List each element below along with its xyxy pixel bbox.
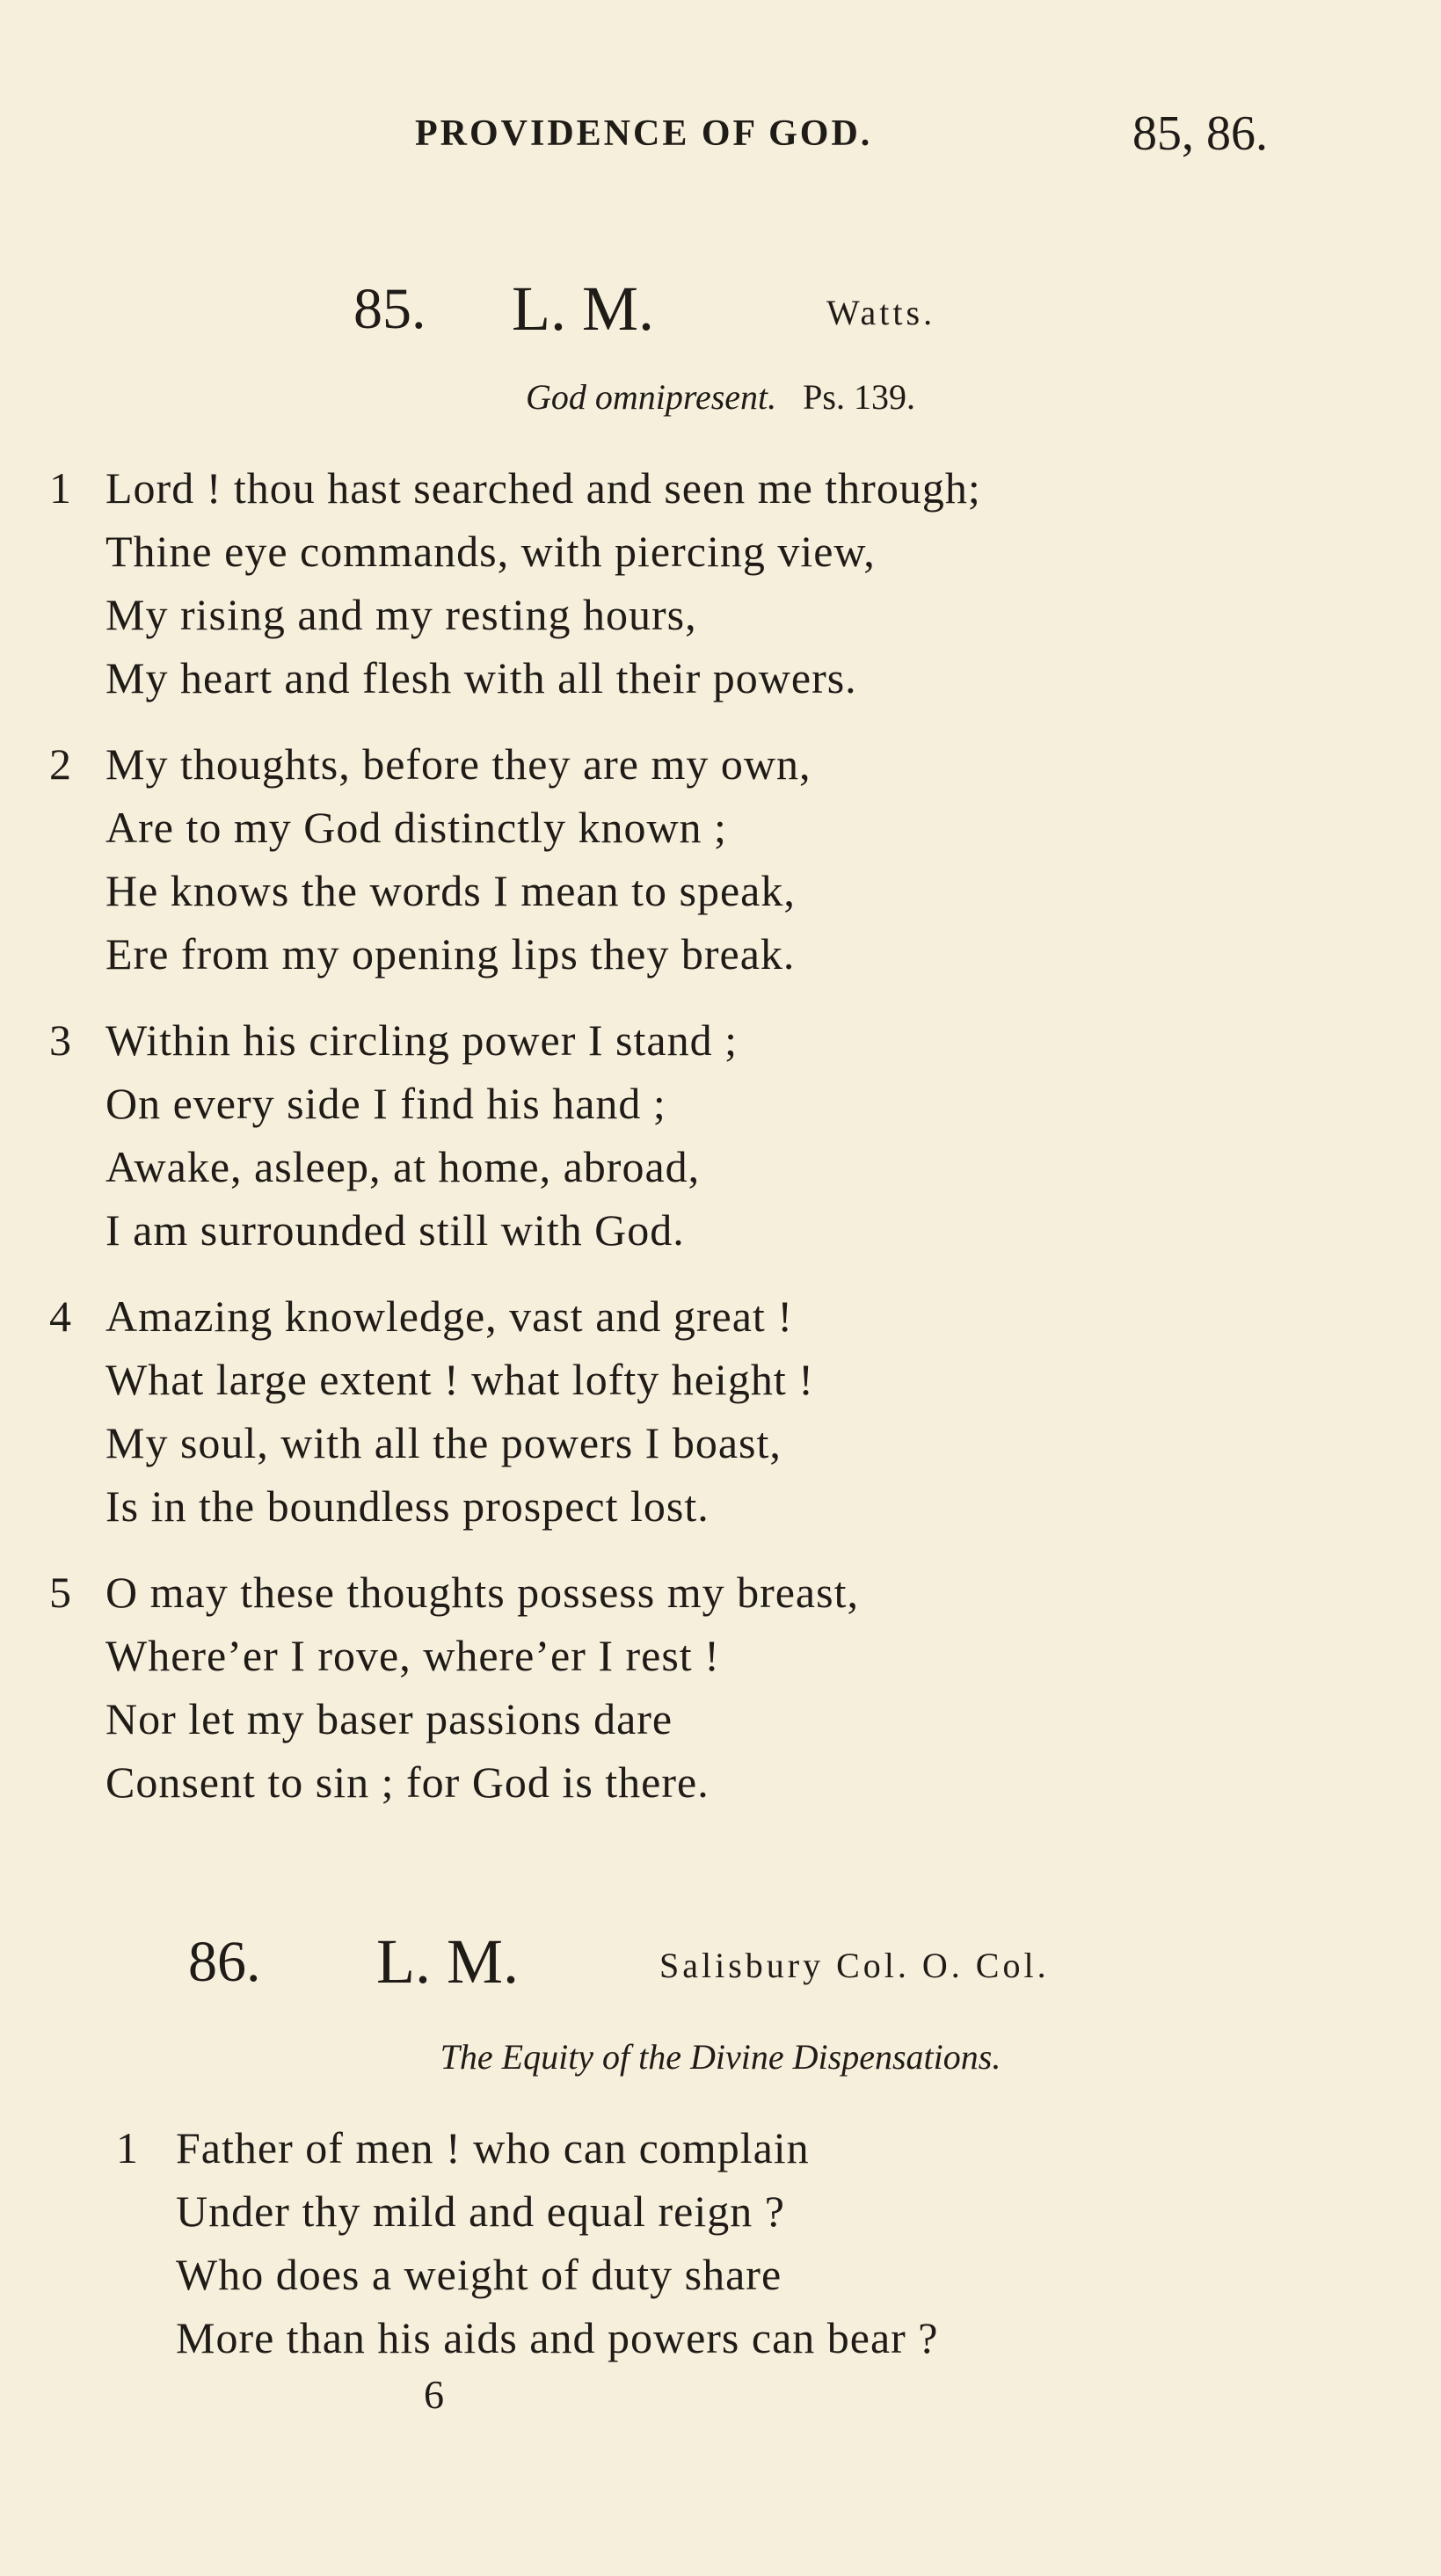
stanza-number: 1 <box>116 2123 138 2172</box>
stanza-line: More than his aids and powers can bear ? <box>176 2313 939 2362</box>
stanza-line: Is in the boundless prospect lost. <box>106 1481 710 1531</box>
subtitle-text: God omnipresent. <box>526 377 777 417</box>
running-head-page-numbers: 85, 86. <box>1132 106 1268 161</box>
stanza-line: Within his circling power I stand ; <box>106 1015 738 1065</box>
stanza-line: I am surrounded still with God. <box>106 1205 685 1255</box>
hymn-85-header <box>0 273 1441 343</box>
hymn-86-header <box>0 1925 1441 1996</box>
stanza-line: Under thy mild and equal reign ? <box>176 2187 785 2236</box>
stanza-line: He knows the words I mean to speak, <box>106 866 796 915</box>
stanza-line: Nor let my baser passions dare <box>106 1694 673 1743</box>
hymn-author: Watts. <box>826 293 936 332</box>
hymn-meter: L. M. <box>512 273 654 344</box>
hymn-meter: L. M. <box>376 1926 519 1997</box>
stanza-number: 1 <box>49 463 71 513</box>
stanza-line: Where’er I rove, where’er I rest ! <box>106 1631 720 1680</box>
running-head-title: PROVIDENCE OF GOD. <box>415 113 873 154</box>
stanza-line: My heart and flesh with all their powers. <box>106 653 857 702</box>
stanza-line: Thine eye commands, with piercing view, <box>106 527 876 576</box>
stanza-number: 4 <box>49 1292 71 1341</box>
stanza-line: Father of men ! who can complain <box>176 2123 810 2172</box>
subtitle-reference: Ps. 139. <box>803 377 915 417</box>
stanza-line: Ere from my opening lips they break. <box>106 929 796 979</box>
stanza-line: On every side I find his hand ; <box>106 1079 666 1128</box>
stanza-line: Who does a weight of duty share <box>176 2250 782 2299</box>
hymn-number: 85. <box>353 277 426 341</box>
stanza-number: 5 <box>49 1568 71 1617</box>
stanza-line: Are to my God distinctly known ; <box>106 803 727 852</box>
signature-mark: 6 <box>424 2372 444 2417</box>
stanza-line: My soul, with all the powers I boast, <box>106 1418 782 1467</box>
hymn-86-subtitle <box>0 2036 1441 2078</box>
stanza-line: Amazing knowledge, vast and great ! <box>106 1292 793 1341</box>
stanza-line: My thoughts, before they are my own, <box>106 739 811 789</box>
stanza-line: What large extent ! what lofty height ! <box>106 1355 814 1404</box>
stanza-number: 2 <box>49 739 71 789</box>
running-head <box>0 106 1441 176</box>
hymn-85-subtitle <box>0 376 1441 418</box>
stanza-number: 3 <box>49 1015 71 1065</box>
stanza-line: Lord ! thou hast searched and seen me through; <box>106 463 981 513</box>
hymn-author: Salisbury Col. O. Col. <box>659 1946 1050 1985</box>
hymn-number: 86. <box>188 1930 261 1994</box>
subtitle-text: The Equity of the Divine Dispensations. <box>440 2037 1001 2077</box>
stanza-line: My rising and my resting hours, <box>106 590 697 639</box>
stanza-line: O may these thoughts possess my breast, <box>106 1568 859 1617</box>
stanza-line: Consent to sin ; for God is there. <box>106 1757 710 1807</box>
stanza-line: Awake, asleep, at home, abroad, <box>106 1142 701 1191</box>
